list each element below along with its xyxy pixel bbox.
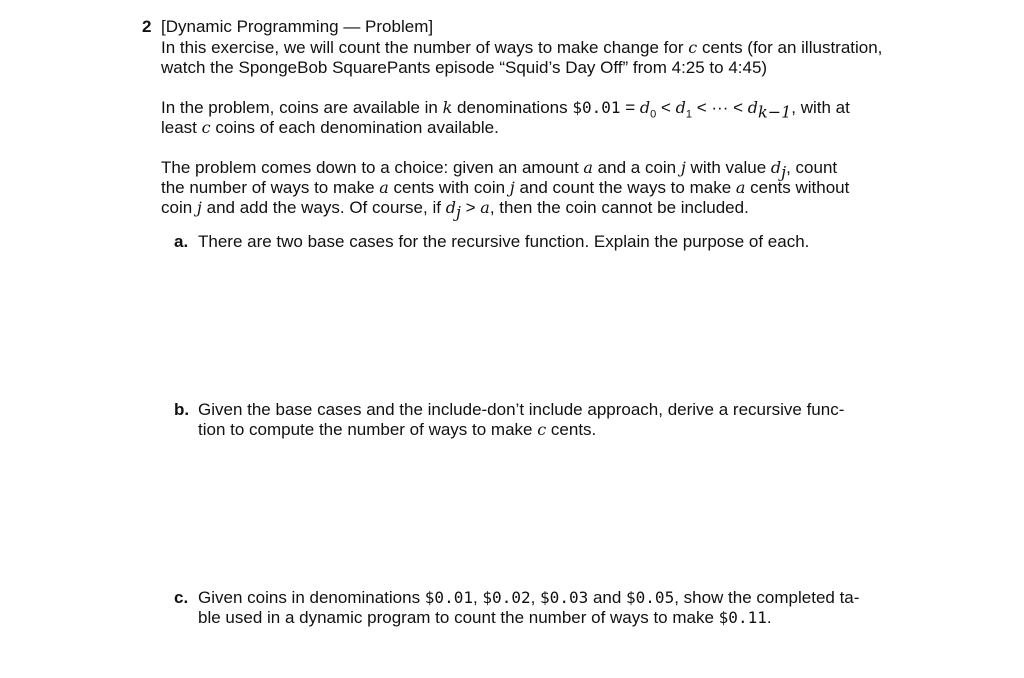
para-text: In the problem, coins are available in bbox=[161, 98, 443, 117]
math-var: a bbox=[480, 198, 490, 217]
math-var: k bbox=[442, 98, 453, 117]
problem-2 bbox=[142, 16, 912, 627]
para-text: , count bbox=[786, 158, 838, 177]
math-op: < bbox=[656, 98, 676, 117]
math-var: d bbox=[747, 98, 758, 117]
part-b-line: Given the base cases and the include-don’t include approach, derive a recursive func- bbox=[198, 400, 845, 419]
para-text: and a coin bbox=[592, 158, 681, 177]
para-text: , then the coin cannot be included. bbox=[489, 198, 749, 217]
part-b-label: b. bbox=[174, 400, 190, 419]
para-text: with value bbox=[685, 158, 771, 177]
math-var: j bbox=[680, 158, 686, 177]
para-text: cents with coin bbox=[388, 178, 510, 197]
intro-text: cents (for an illustration, bbox=[697, 38, 883, 57]
para-text: coin bbox=[161, 198, 197, 217]
part-a-label: a. bbox=[174, 232, 189, 251]
math-var: j bbox=[196, 198, 202, 217]
para-text: cents without bbox=[745, 178, 850, 197]
math-op: > bbox=[460, 198, 481, 217]
part-b bbox=[174, 400, 914, 440]
part-b-line: cents. bbox=[546, 420, 597, 439]
intro-paragraph bbox=[161, 38, 912, 78]
part-a bbox=[174, 232, 914, 252]
part-c-line: Given coins in denominations bbox=[198, 588, 425, 607]
math-var: c bbox=[688, 38, 698, 57]
part-c-label: c. bbox=[174, 588, 189, 607]
para-text: , with at bbox=[791, 98, 850, 117]
money-value: $0.03 bbox=[540, 588, 589, 607]
money-value: $0.11 bbox=[718, 608, 767, 627]
math-var: a bbox=[583, 158, 593, 177]
math-subscript: 0 bbox=[650, 108, 657, 121]
money-value: $0.01 bbox=[424, 588, 473, 607]
separator: , bbox=[530, 588, 541, 607]
money-value: $0.01 bbox=[572, 98, 621, 117]
para-text: The problem comes down to a choice: given an amount bbox=[161, 158, 584, 177]
math-subscript: k−1 bbox=[758, 102, 792, 122]
math-op: < ··· < bbox=[692, 98, 748, 117]
para-text: denominations bbox=[452, 98, 573, 117]
math-var: d bbox=[675, 98, 686, 117]
part-c-line: , show the completed ta- bbox=[674, 588, 860, 607]
math-var: c bbox=[201, 118, 211, 137]
choice-paragraph bbox=[161, 158, 912, 222]
math-var: d bbox=[445, 198, 456, 217]
para-text: the number of ways to make bbox=[161, 178, 380, 197]
problem-body bbox=[161, 38, 912, 222]
part-c bbox=[174, 588, 914, 628]
part-b-text bbox=[198, 400, 914, 440]
math-subscript: j bbox=[781, 162, 787, 182]
math-subscript: 1 bbox=[685, 108, 693, 121]
intro-text: watch the SpongeBob SquarePants episode “Squid’s Day Off” from 4:25 to 4:45) bbox=[161, 58, 768, 77]
part-a-text: There are two base cases for the recursive function. Explain the purpose of each. bbox=[198, 232, 810, 251]
part-c-line: ble used in a dynamic program to count the number of ways to make bbox=[198, 608, 719, 627]
problem-number: 2 bbox=[142, 17, 152, 36]
part-c-line: . bbox=[766, 608, 772, 627]
problem-header bbox=[142, 16, 912, 38]
para-text: and count the ways to make bbox=[514, 178, 736, 197]
separator: and bbox=[588, 588, 627, 607]
para-text: and add the ways. Of course, if bbox=[201, 198, 446, 217]
part-c-text bbox=[198, 588, 914, 628]
math-var: d bbox=[639, 98, 651, 117]
problem-title: [Dynamic Programming — Problem] bbox=[161, 17, 434, 36]
money-value: $0.05 bbox=[626, 588, 675, 607]
separator: , bbox=[472, 588, 483, 607]
intro-text: In this exercise, we will count the number of ways to make change for bbox=[161, 38, 689, 57]
math-var: c bbox=[537, 420, 547, 439]
math-var: d bbox=[770, 158, 782, 177]
math-var: a bbox=[379, 178, 389, 197]
money-value: $0.02 bbox=[482, 588, 531, 607]
para-text: coins of each denomination available. bbox=[210, 118, 499, 137]
part-b-line: tion to compute the number of ways to make bbox=[198, 420, 538, 439]
math-var: a bbox=[735, 178, 746, 197]
para-text: least bbox=[161, 118, 202, 137]
math-var: j bbox=[509, 178, 515, 197]
math-subscript: j bbox=[455, 202, 461, 222]
denominations-paragraph bbox=[161, 98, 912, 138]
math-op: = bbox=[620, 98, 640, 117]
